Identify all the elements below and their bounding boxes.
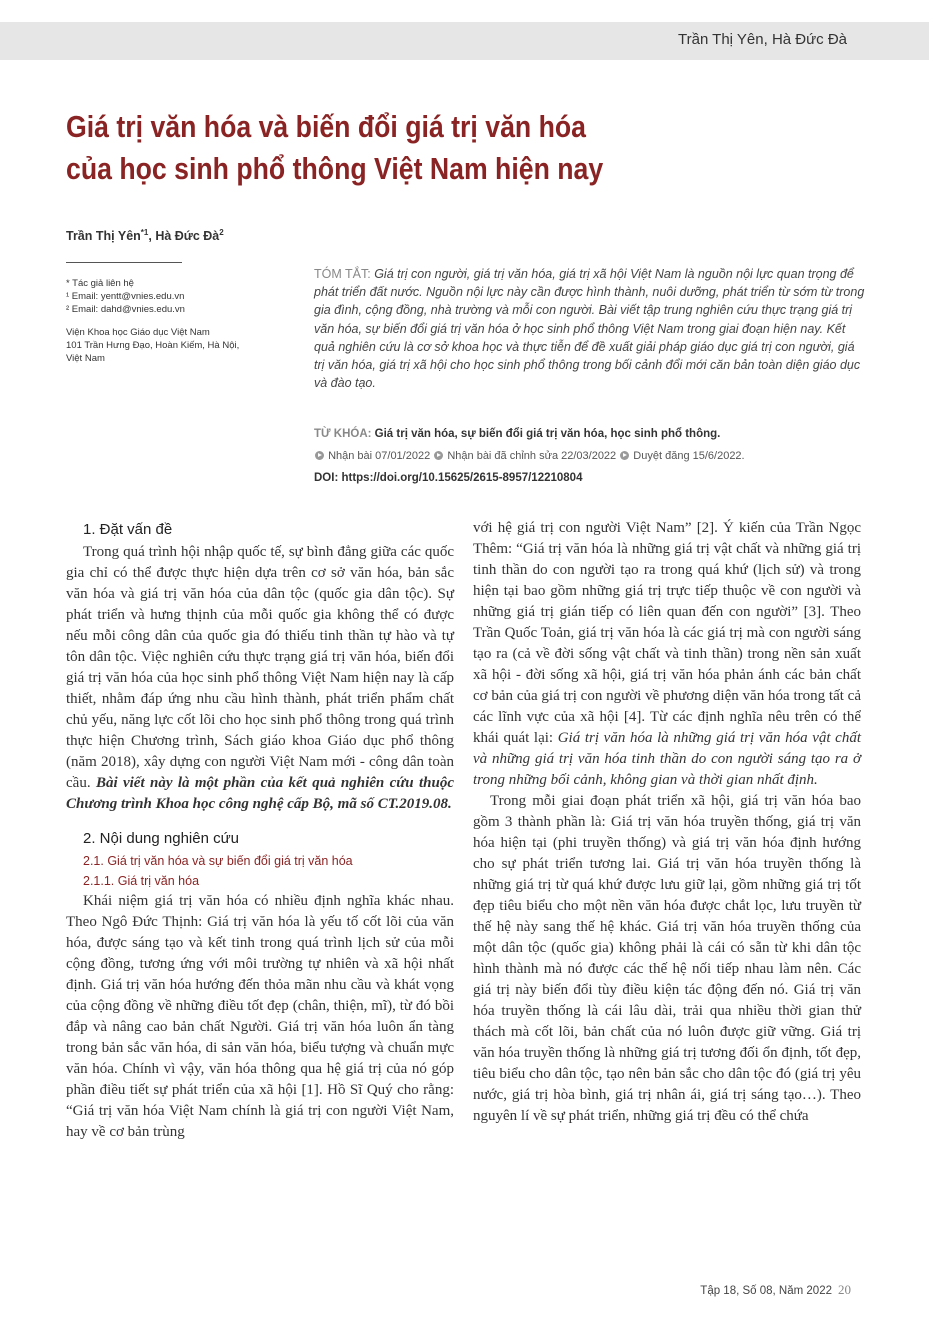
subsection-heading-2-1: 2.1. Giá trị văn hóa và sự biến đổi giá trị văn hóa — [83, 854, 353, 868]
running-header-authors: Trần Thị Yên, Hà Đức Đà — [678, 31, 847, 48]
subsection-heading-2-1-1: 2.1.1. Giá trị văn hóa — [83, 874, 200, 888]
introduction-funding-note: Bài viết này là một phần của kết quả nghiên cứu thuộc Chương trình Khoa học công nghệ cấp Bộ, mã số CT.2019.08. — [66, 775, 454, 812]
author-separator: , — [148, 229, 156, 244]
arrow-circle-icon — [434, 451, 443, 460]
author-1-email: ¹ Email: yentt@vnies.edu.vn — [66, 291, 185, 302]
author-name-1: Trần Thị Yên — [66, 229, 141, 244]
section-heading-2: 2. Nội dung nghiên cứu — [83, 830, 239, 847]
author-info-sidebar — [66, 262, 246, 365]
abstract — [314, 265, 866, 392]
keywords-text: Giá trị văn hóa, sự biến đổi giá trị văn hóa, học sinh phổ thông. — [374, 428, 721, 440]
definitions-continued-text: với hệ giá trị con người Việt Nam” [2]. Ý kiến của Trần Ngọc Thêm: “Giá trị văn hóa là những giá trị vật chất và những giá trị tinh thần do con người tạo ra trong quá khứ (lịch sử) và trong hiện tại bao gồm những giá trị trực tiếp thuộc về con người và những giá trị gián tiếp có liên quan đến con người” [3]. Theo Trần Quốc Toản, giá trị văn hóa là các giá trị mà con người sáng tạo ra (cả về đời sống vật chất và tinh thần) trong nền sản xuất xã hội - đời sống xã hội, giá trị văn hóa phản ánh các bản chất cơ bản của giá trị con người về phương diện văn hóa trong tất cả các lĩnh vực của xã hội [4]. Từ các định nghĩa nêu trên có thể khái quát lại: — [473, 520, 861, 746]
article-title-line-1: Giá trị văn hóa và biến đổi giá trị văn hóa — [66, 109, 586, 144]
paragraph-definitions: Khái niệm giá trị văn hóa có nhiều định nghĩa khác nhau. Theo Ngô Đức Thịnh: Giá trị văn hóa là yếu tố cốt lõi của văn hóa, được sáng tạo và kết tinh trong quá trình lịch sử của mỗi cộng đồng, tương ứng với môi trường tự nhiên và xã hội nhất định. Giá trị văn hóa hướng đến thỏa mãn nhu cầu và khát vọng của cộng đồng về những điều tốt đẹp (chân, thiện, mĩ), từ đó bồi đắp và nâng cao bản chất Người. Giá trị văn hóa luôn ẩn tàng trong bản sắc văn hóa, di sản văn hóa, biểu tượng và chuẩn mực văn hóa. Chính vì vậy, văn hóa thông qua hệ giá trị của nó góp phần điều tiết sự phát triển của xã hội [1]. Hồ Sĩ Quý cho rằng: “Giá trị văn hóa Việt Nam chính là giá trị con người Việt Nam, hay về cơ bản trùng — [66, 893, 454, 1140]
affiliation-line-2: 101 Trần Hưng Đạo, Hoàn Kiếm, Hà Nội, — [66, 340, 240, 351]
paragraph-value-components: Trong mỗi giai đoạn phát triển xã hội, giá trị văn hóa bao gồm 3 thành phần là: Giá trị văn hóa truyền thống, giá trị văn hóa hiện tại (phi truyền thống) và giá trị văn hóa định hướng cho sự phát triển tương lai. Giá trị văn hóa truyền thống là những giá trị từ quá khứ được lưu giữ lại, gồm những giá trị tốt đẹp tiêu biểu cho một nền văn hóa được chắt lọc, lưu truyền từ thế hệ này sang thế hệ khác. Giá trị văn hóa truyền thống của một dân tộc (quốc gia) không phải là cái có sẵn từ khi dân tộc hình thành mà nó được các thế hệ nối tiếp nhau làm nên. Các giá trị này biến đổi tùy điều kiện tác động đến nó. Giá trị văn hóa truyền thống là cái lâu dài, trải qua nhiều thời gian thử thách mà cốt lõi, bản chất của nó luôn được giữ vững. Giá trị văn hóa truyền thống là những giá trị tương đối ổn định, tốt đẹp, tiêu biểu cho dân tộc, tạo nên bản sắc cho dân tộc đó (giá trị yêu nước, giá trị hòa bình, giá trị nhân ái, giá trị sáng tạo…). Theo nguyên lí về sự phát triển, những giá trị đều có thể chứa — [473, 793, 861, 1124]
submission-dates — [314, 450, 745, 462]
article-title — [66, 106, 754, 190]
affiliation-line-3: Việt Nam — [66, 353, 105, 364]
section-heading-1: 1. Đặt vấn đề — [83, 521, 173, 538]
page-number: 20 — [838, 1282, 851, 1297]
paragraph-introduction — [66, 542, 454, 815]
author-2-email: ² Email: dahd@vnies.edu.vn — [66, 304, 185, 315]
journal-issue: Tập 18, Số 08, Năm 2022 — [700, 1285, 832, 1297]
arrow-circle-icon — [315, 451, 324, 460]
definition-summary: Giá trị văn hóa là những giá trị văn hóa vật chất và những giá trị văn hóa tinh thần do con người sáng tạo ra ở trong những bối cảnh, không gian và thời gian nhất định. — [473, 730, 862, 788]
accepted-date: Duyệt đăng 15/6/2022. — [633, 450, 745, 462]
running-header — [0, 22, 929, 60]
page-footer — [700, 1282, 851, 1298]
abstract-label: TÓM TẮT: — [314, 267, 375, 281]
affiliation-line-1: Viện Khoa học Giáo dục Việt Nam — [66, 327, 210, 338]
author-1-marks: *1 — [140, 228, 149, 237]
keywords — [314, 428, 874, 440]
received-date: Nhận bài 07/01/2022 — [328, 450, 431, 462]
author-name-2: Hà Đức Đà — [155, 229, 220, 244]
body-column-left — [66, 518, 454, 1143]
arrow-circle-icon — [620, 451, 629, 460]
abstract-text: Giá trị con người, giá trị văn hóa, giá trị xã hội Việt Nam là nguồn nội lực quan trọng để phát triển đất nước. Nguồn nội lực này cần được hình thành, nuôi dưỡng, phát triển từ sớm từ trong gia đình, cộng đồng, nhà trường và mỗi con người. Bài viết tập trung nghiên cứu thực trạng giá trị văn hóa, sự biến đổi giá trị văn hóa ở học sinh phổ thông Việt Nam trong giai đoạn hiện nay. Kết quả nghiên cứu là cơ sở khoa học và thực tiễn để đề xuất giải pháp giáo dục giá trị con người, giá trị văn hóa, giá trị xã hội cho học sinh phổ thông trong bối cảnh đổi mới căn bản toàn diện giáo dục và đào tạo. — [314, 267, 865, 391]
sidebar-rule — [66, 262, 182, 263]
corresponding-author-note: * Tác giả liên hệ — [66, 278, 134, 289]
body-column-right — [473, 518, 861, 1127]
article-title-line-2: của học sinh phổ thông Việt Nam hiện nay — [66, 151, 604, 186]
revised-date: Nhận bài đã chỉnh sửa 22/03/2022 — [447, 450, 617, 462]
paragraph-definitions-continued — [473, 518, 861, 791]
introduction-text: Trong quá trình hội nhập quốc tế, sự bình đẳng giữa các quốc gia chỉ có thể được thực hiện dựa trên cơ sở văn hóa, bản sắc văn hóa và giá trị văn hóa của dân tộc (quốc gia dân tộc). Sự phát triển và hưng thịnh của mỗi quốc gia không thể có được nếu mỗi công dân của quốc gia đó thiếu tinh thần tự hào và tự tôn dân tộc. Việc nghiên cứu thực trạng giá trị văn hóa, biến đổi giá trị văn hóa của học sinh phổ thông Việt Nam hiện nay là cấp thiết, nhằm đáp ứng nhu cầu hình thành, phát triển phẩm chất chủ yếu, năng lực cốt lõi cho học sinh phổ thông trong quá trình thực hiện Chương trình, Sách giáo khoa Giáo dục phổ thông (năm 2018), xây dựng con người Việt Nam mới - công dân toàn cầu. — [66, 544, 454, 791]
keywords-label: TỪ KHÓA: — [314, 428, 375, 440]
doi-link[interactable]: DOI: https://doi.org/10.15625/2615-8957/12210804 — [314, 472, 583, 484]
author-2-marks: 2 — [219, 228, 224, 237]
author-list — [66, 228, 224, 243]
